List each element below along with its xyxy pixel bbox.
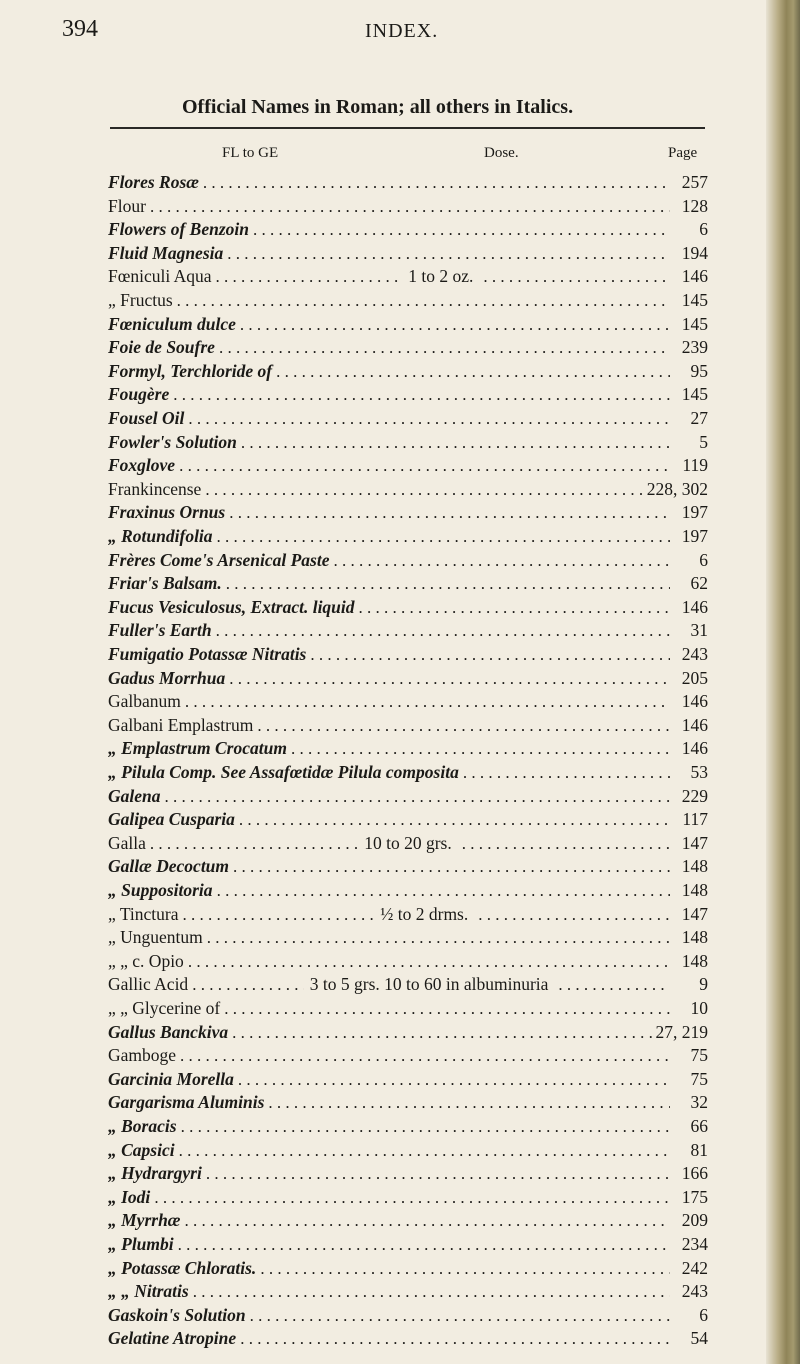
entry-page: 27 [690,408,708,428]
entry-page: 146 [681,714,708,735]
leader-dots [184,1209,670,1233]
index-entry [108,784,708,808]
entry-page: 32 [690,1092,708,1113]
entry-page: 66 [690,1116,708,1136]
leader-dots [216,619,670,643]
entry-name: Fraxinus Ornus [108,502,226,523]
leader-dots [276,360,670,384]
index-entry [108,1161,708,1185]
entry-name: Galbanum [108,691,181,712]
leader-dots [291,737,670,761]
entry-name: Foie de Soufre [108,337,215,358]
index-entry [108,972,708,996]
index-entry [108,713,708,737]
leader-dots [179,1139,670,1163]
entry-name: „ Emplastrum Crocatum [108,738,287,759]
leader-dots [188,407,670,431]
entry-page: 145 [681,384,708,405]
leader-dots [253,218,670,242]
index-entry [108,406,708,430]
index-entry [108,1279,708,1303]
entry-name: Fœniculum dulce [108,313,236,334]
entry-page: 81 [690,1139,708,1160]
leader-dots [203,171,670,195]
leader-dots [334,549,670,573]
entry-name: Gallic Acid [108,974,189,995]
leader-dots [178,1233,670,1257]
entry-name: „ Pilula Comp. See Assafœtidæ Pilula composita [108,762,459,782]
leader-dots [483,265,670,289]
index-entry [108,1303,708,1327]
index-entry [108,925,708,949]
entry-page: 75 [690,1068,708,1089]
entry-name: Fowler's Solution [108,431,237,452]
index-entry [108,642,708,666]
entry-page: 27, 219 [655,1021,708,1042]
entry-page: 146 [681,266,708,287]
entry-name: „ Potassæ Chloratis. [108,1257,257,1278]
leader-dots [150,832,358,856]
entry-page: 9 [699,974,708,995]
leader-dots [206,1162,670,1186]
page-number: 394 [62,16,98,42]
entry-name: Gallæ Decoctum [108,856,230,877]
leader-dots [185,690,670,714]
index-entry [108,241,708,265]
index-entry [108,524,708,548]
index-entry [108,264,708,288]
index-entry [108,807,708,831]
entry-name: Gallus Banckiva [108,1021,229,1042]
entry-dose: 1 to 2 oz. [408,266,474,287]
index-entry [108,1256,708,1280]
entry-page: 6 [699,219,708,240]
entry-name: „ Myrrhæ [108,1210,181,1231]
leader-dots [359,596,670,620]
leader-dots [232,1021,651,1045]
entry-name: Fougère [108,384,170,405]
entry-page: 95 [690,360,708,381]
entry-page: 147 [681,832,708,853]
entry-page: 205 [681,667,708,688]
entry-page: 239 [681,337,708,358]
entry-name: „ „ Nitratis [108,1281,189,1302]
entry-page: 148 [681,950,708,971]
leader-dots [217,525,670,549]
entry-name: Flores Rosæ [108,172,199,192]
leader-dots [227,242,670,266]
entry-page: 75 [690,1045,708,1066]
entry-name: Fousel Oil [108,408,185,428]
entry-name: „ Unguentum [108,927,203,948]
entry-name: „ „ c. Opio [108,950,184,971]
entry-name: „ Capsici [108,1139,175,1160]
book-edge [766,0,800,1364]
column-range: FL to GE [222,145,279,161]
column-dose: Dose. [484,145,519,161]
leader-dots [240,313,670,337]
leader-dots [216,265,403,289]
entry-name: Flowers of Benzoin [108,219,249,240]
index-entry [108,548,708,572]
entry-page: 257 [681,172,708,192]
entry-name: Foxglove [108,455,176,476]
index-entry [108,666,708,690]
entry-page: 148 [681,880,708,900]
index-entry [108,312,708,336]
entry-name: „ Tinctura [108,903,179,924]
index-entry [108,217,708,241]
leader-dots [224,997,670,1021]
index-entry [108,1185,708,1209]
leader-dots [238,1068,670,1092]
entry-name: „ Boracis [108,1116,177,1136]
leader-dots [219,336,670,360]
leader-dots [240,1327,670,1351]
entry-page: 234 [681,1234,708,1254]
leader-dots [241,431,670,455]
entry-page: 128 [681,195,708,216]
entry-name: Galena [108,785,161,806]
entry-page: 148 [681,856,708,877]
index-entry [108,453,708,477]
leader-dots [260,1257,670,1281]
leader-dots [179,454,670,478]
index-entry [108,996,708,1020]
leader-dots [233,855,670,879]
index-entry [108,618,708,642]
entry-name: Garcinia Morella [108,1068,234,1089]
leader-dots [558,973,670,997]
leader-dots [229,667,670,691]
leader-dots [239,808,670,832]
leader-dots [193,1280,670,1304]
entry-page: 53 [690,762,708,782]
index-entry [108,170,708,194]
entry-name: Gadus Morrhua [108,667,226,688]
entry-name: Galipea Cusparia [108,809,235,830]
entry-name: „ Iodi [108,1186,151,1207]
entry-page: 197 [681,502,708,523]
index-entry [108,949,708,973]
entry-name: Frankincense [108,478,202,499]
entry-name: Friar's Balsam. [108,573,222,594]
leader-dots [257,714,670,738]
entry-page: 10 [690,998,708,1018]
entry-name: „ Suppositoria [108,880,213,900]
leader-dots [478,903,670,927]
leader-dots [250,1304,670,1328]
entry-name: Fuller's Earth [108,620,212,641]
leader-dots [183,903,375,927]
entry-name: Gargarisma Aluminis [108,1092,265,1113]
index-entry [108,335,708,359]
leader-dots [310,643,670,667]
leader-dots [268,1091,670,1115]
index-entry [108,595,708,619]
entry-page: 119 [682,455,708,476]
entry-page: 146 [681,691,708,712]
index-entry [108,430,708,454]
index-entry [108,288,708,312]
leader-dots [217,879,670,903]
entry-name: „ Hydrargyri [108,1163,202,1184]
entry-page: 62 [690,573,708,594]
leader-dots [192,973,304,997]
entry-page: 197 [681,526,708,546]
entry-page: 243 [681,1281,708,1302]
leader-dots [154,1186,670,1210]
index-entry [108,760,708,784]
leader-dots [150,195,670,219]
entry-page: 146 [681,596,708,617]
index-entry [108,477,708,501]
leader-dots [188,950,670,974]
entry-name: Fluid Magnesia [108,242,224,263]
leader-dots [181,1115,670,1139]
entry-page: 146 [681,738,708,759]
entry-name: Formyl, Terchloride of [108,360,273,381]
entry-name: Galla [108,832,146,853]
index-entry [108,831,708,855]
entry-name: Fœniculi Aqua [108,266,212,287]
entry-page: 6 [699,549,708,570]
entry-page: 242 [681,1257,708,1278]
index-entry [108,1208,708,1232]
entry-dose: 3 to 5 grs. 10 to 60 in albuminuria [309,974,549,995]
entry-page: 229 [681,785,708,806]
entry-page: 31 [690,620,708,641]
entry-name: „ „ Glycerine of [108,998,221,1018]
entry-name: Gelatine Atropine [108,1328,237,1349]
leader-dots [173,383,670,407]
index-entry [108,359,708,383]
index-entry [108,1090,708,1114]
leader-dots [226,572,670,596]
leader-dots [177,289,670,313]
entry-page: 147 [681,903,708,924]
column-page: Page [668,145,698,161]
index-entry [108,902,708,926]
entry-page: 145 [681,313,708,334]
entry-name: „ Plumbi [108,1234,174,1254]
index-entry [108,689,708,713]
entry-name: Fumigatio Potassæ Nitratis [108,644,307,664]
entry-name: Gamboge [108,1045,177,1066]
entry-name: Galbani Emplastrum [108,714,254,735]
entry-name: Fucus Vesiculosus, Extract. liquid [108,596,355,617]
leader-dots [207,926,670,950]
entry-page: 117 [682,809,708,830]
entry-page: 228, 302 [646,478,708,499]
entry-page: 54 [690,1328,708,1349]
entry-page: 175 [681,1186,708,1207]
entry-page: 5 [699,431,708,452]
entry-name: „ Rotundifolia [108,526,213,546]
entry-dose: ½ to 2 drms. [380,903,469,924]
leader-dots [462,832,670,856]
index-entry [108,736,708,760]
entry-page: 6 [699,1304,708,1325]
entry-page: 194 [681,242,708,263]
index-entry [108,854,708,878]
index-entry [108,1043,708,1067]
entry-page: 148 [681,927,708,948]
leader-dots [205,478,642,502]
index-entry [108,382,708,406]
entry-page: 243 [681,644,708,664]
running-head: INDEX. [365,20,439,42]
index-entry [108,1020,708,1044]
leader-dots [180,1044,670,1068]
leader-dots [165,785,671,809]
entry-page: 145 [681,290,708,310]
index-entry [108,1326,708,1350]
entry-page: 209 [681,1210,708,1231]
leader-dots [229,501,670,525]
entry-name: Flour [108,195,146,216]
entry-dose: 10 to 20 grs. [364,832,452,853]
index-entry [108,1232,708,1256]
index-entry [108,878,708,902]
index-entry [108,1138,708,1162]
index-entry [108,1114,708,1138]
index-note: Official Names in Roman; all others in Italics. [182,96,574,118]
leader-dots [463,761,670,785]
entry-page: 166 [681,1163,708,1184]
index-entry [108,1067,708,1091]
index-entry [108,500,708,524]
entry-name: Frères Come's Arsenical Paste [108,549,330,570]
index-entry [108,194,708,218]
entry-name: Gaskoin's Solution [108,1304,246,1325]
top-rule [110,127,705,129]
index-entry [108,571,708,595]
entry-name: „ Fructus [108,290,173,310]
